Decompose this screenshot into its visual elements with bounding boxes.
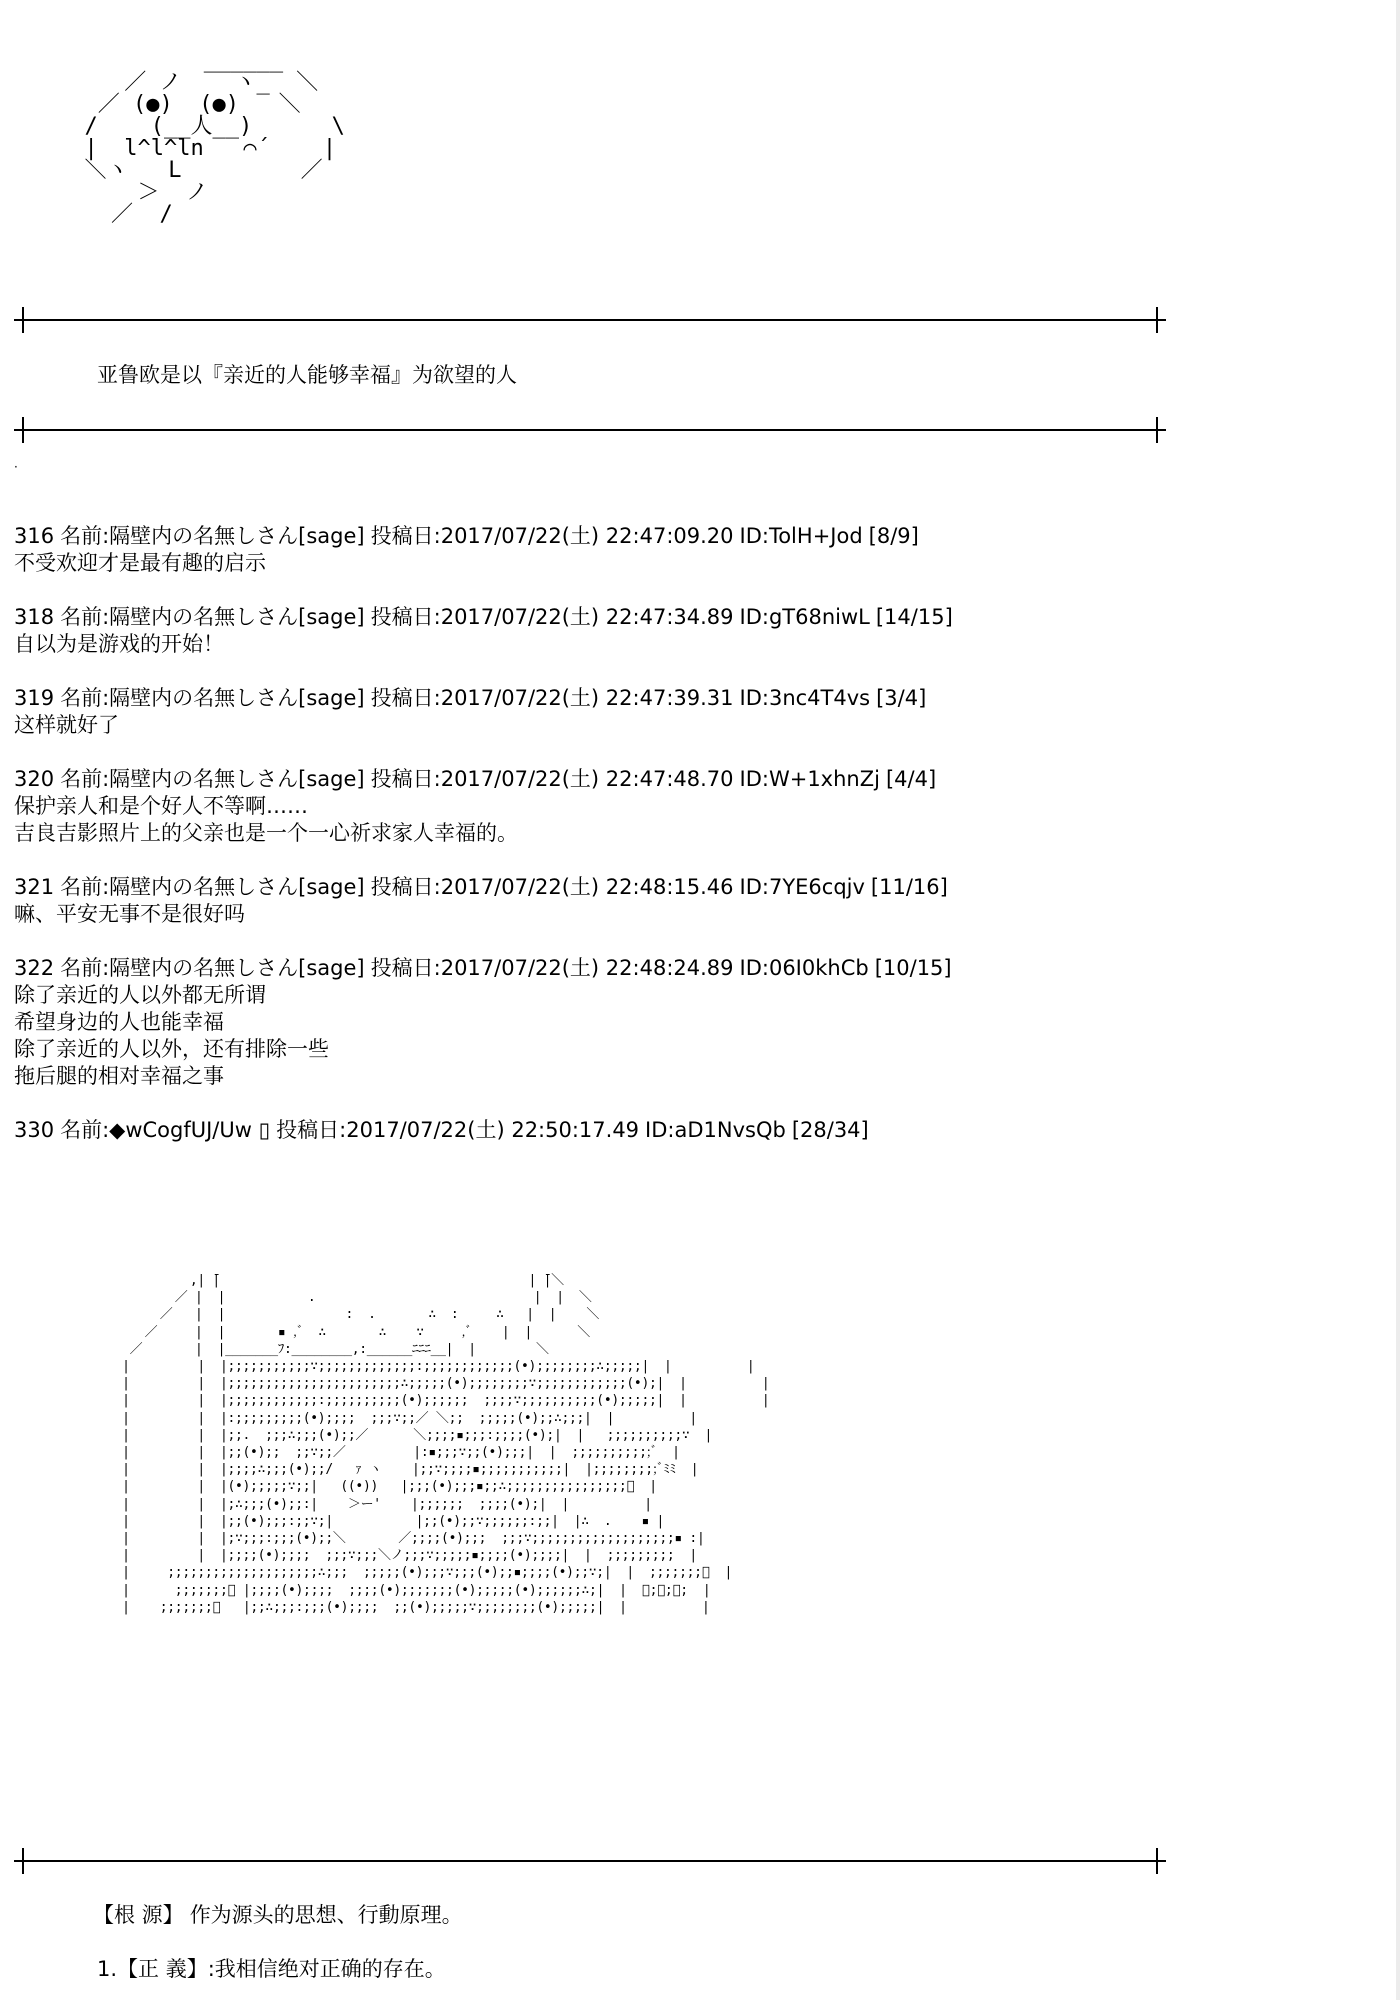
post — [14, 523, 1164, 577]
divider-line — [14, 1848, 1166, 1874]
post-header: 319 名前:隔壁内の名無しさん[sage] 投稿日:2017/07/22(土) 22:47:39.31 ID:3nc4T4vs [3/4] — [14, 686, 927, 710]
post-header: 322 名前:隔壁内の名無しさん[sage] 投稿日:2017/07/22(土) 22:48:24.89 ID:06I0khCb [10/15] — [14, 956, 952, 980]
post — [14, 1117, 1164, 1144]
post-body-line: 嘛、平安无事不是很好吗 — [14, 902, 245, 926]
post-body-line: 不受欢迎才是最有趣的启示 — [14, 551, 266, 575]
post-header: 321 名前:隔壁内の名無しさん[sage] 投稿日:2017/07/22(土) 22:48:15.46 ID:7YE6cqjv [11/16] — [14, 875, 948, 899]
post-list — [14, 523, 1164, 1171]
post-header: 318 名前:隔壁内の名無しさん[sage] 投稿日:2017/07/22(土) 22:47:34.89 ID:gT68niwL [14/15] — [14, 605, 953, 629]
post — [14, 604, 1164, 658]
root-text: 作为源头的思想、行動原理。 — [189, 1903, 463, 1927]
stray-dot: · — [14, 460, 18, 474]
post — [14, 955, 1164, 1090]
root-line — [93, 1902, 463, 1929]
root-label: 【根 源】 — [93, 1903, 184, 1927]
post — [14, 685, 1164, 739]
post-header: 320 名前:隔壁内の名無しさん[sage] 投稿日:2017/07/22(土) 22:47:48.70 ID:W+1xhnZj [4/4] — [14, 767, 937, 791]
ascii-art-doors: ,| ̄| | ̄|＼ ／ | | . | | ＼ ／ | | : . ∴ : ∴ | | ＼ ／ | | ▪ ,ﾞ ∴ ∴ ∵ ,ﾞ | | ＼ ／ | |_______ﾌ:________,:______ﾆﾆﾆ__| | ＼ | | |;;;;;;;;;;;∵;;;;;;;;;;;;;:;;;;;;;;;;;;(•);;;;;;;;∴;;;;;| | | | | |;;;;;;;;;;;;;;;;;;;;;;;∴;;;;;(•);;;;;;;;∵;;;;;;;;;;;;(•);| | | | | |;;;;;;;;;;;;:;;;;;;;;;;(•);;;;;; ;;;;∵;;;;;;;;;;(•);;;;;| | | | | |:;;;;;;;;;(•);;;; ;;;∵;;／ ＼;; ;;;;;(•);;∴;;;| | | | | |;;. ;;;∴;;;(•);;／ ＼;;;;▪;;;:;;;;(•);| | ;;;;;;;;;;∵ | | | |;;(•);; ;;∵;;／ |:▪;;;∵;;(•);;;| | ;;;;;;;;;;;ﾞ | | | |;;;;∴;;;(•);;/ ｧ ヽ |;;∵;;;;▪;;;;;;;;;;;| |;;;;;;;;;ﾞﾐﾐ | | | |(•);;;;;∵;;| ((•)) |;;;(•);;;▪;;∴;;;;;;;;;;;;;;;;ﾞ | | | |;∴;;;(•);;:| ＞ー' |;;;;;; ;;;;(•);| | | | | |;;(•);;;:;;∵;| |;;(•);;∵;;;;;;:;;| |∴ . ▪ | | | |;∵;;;:;;;(•);;＼ ／;;;;(•);;; ;;;∵;;;;;;;;;;;;;;;;;;;▪ :| | | |;;;;(•);;;; ;;;∵;;;＼ノ;;;∵;;;;;▪;;;;(•);;;;| | ;;;;;;;;; | | ;;;;;;;;;;;;;;;;;;;;∴;;; ;;;;;(•);;;∵;;;(•);;▪;;;;(•);;∵;| | ;;;;;;;ﾞ | | ;;;;;;;ﾞ |;;;;(•);;;; ;;;;(•);;;;;;;(•);;;;;(•);;;;;;∴;| | ﾞ;ﾞ;ﾞ; | | ;;;;;;;ﾞ |;;∴;;;:;;;(•);;;; ;;(•);;;;;∵;;;;;;;;(•);;;;;| | | — [122, 1273, 770, 1615]
post-header: 330 名前:◆wCogfUJ/Uw ▯ 投稿日:2017/07/22(土) 22:50:17.49 ID:aD1NvsQb [28/34] — [14, 1118, 869, 1142]
post — [14, 766, 1164, 847]
post-body-line: 拖后腿的相对幸福之事 — [14, 1064, 224, 1088]
post-body-line: 吉良吉影照片上的父亲也是一个一心祈求家人幸福的。 — [14, 821, 518, 845]
page-edge — [1396, 0, 1400, 2000]
ascii-art-yaruo: ______ ／ ノ ヽ_ ＼ ／ (●) (●) ＼ / (__人__) \ | l^l^ln ⌒´ | ＼ヽ L ／ ＞ ノ ／ / — [84, 48, 345, 227]
rule-item-1 — [97, 1956, 446, 1983]
post-body-line: 希望身边的人也能幸福 — [14, 1010, 224, 1034]
post-body-line: 这样就好了 — [14, 713, 119, 737]
post — [14, 874, 1164, 928]
post-body-line: 保护亲人和是个好人不等啊…… — [14, 794, 308, 818]
post-header: 316 名前:隔壁内の名無しさん[sage] 投稿日:2017/07/22(土) 22:47:09.20 ID:TolH+Jod [8/9] — [14, 524, 919, 548]
post-body-line: 自以为是游戏的开始！ — [14, 632, 224, 656]
rule-item-1-text: :我相信绝对正确的存在。 — [207, 1957, 446, 1981]
post-body-line: 除了亲近的人以外都无所谓 — [14, 983, 266, 1007]
post-body-line: 除了亲近的人以外，还有排除一些 — [14, 1037, 329, 1061]
narration-text: 亚鲁欧是以『亲近的人能够幸福』为欲望的人 — [97, 363, 517, 387]
divider-line — [14, 417, 1166, 443]
divider-line — [14, 307, 1166, 333]
rule-item-1-label: 1.【正 義】 — [97, 1957, 208, 1981]
